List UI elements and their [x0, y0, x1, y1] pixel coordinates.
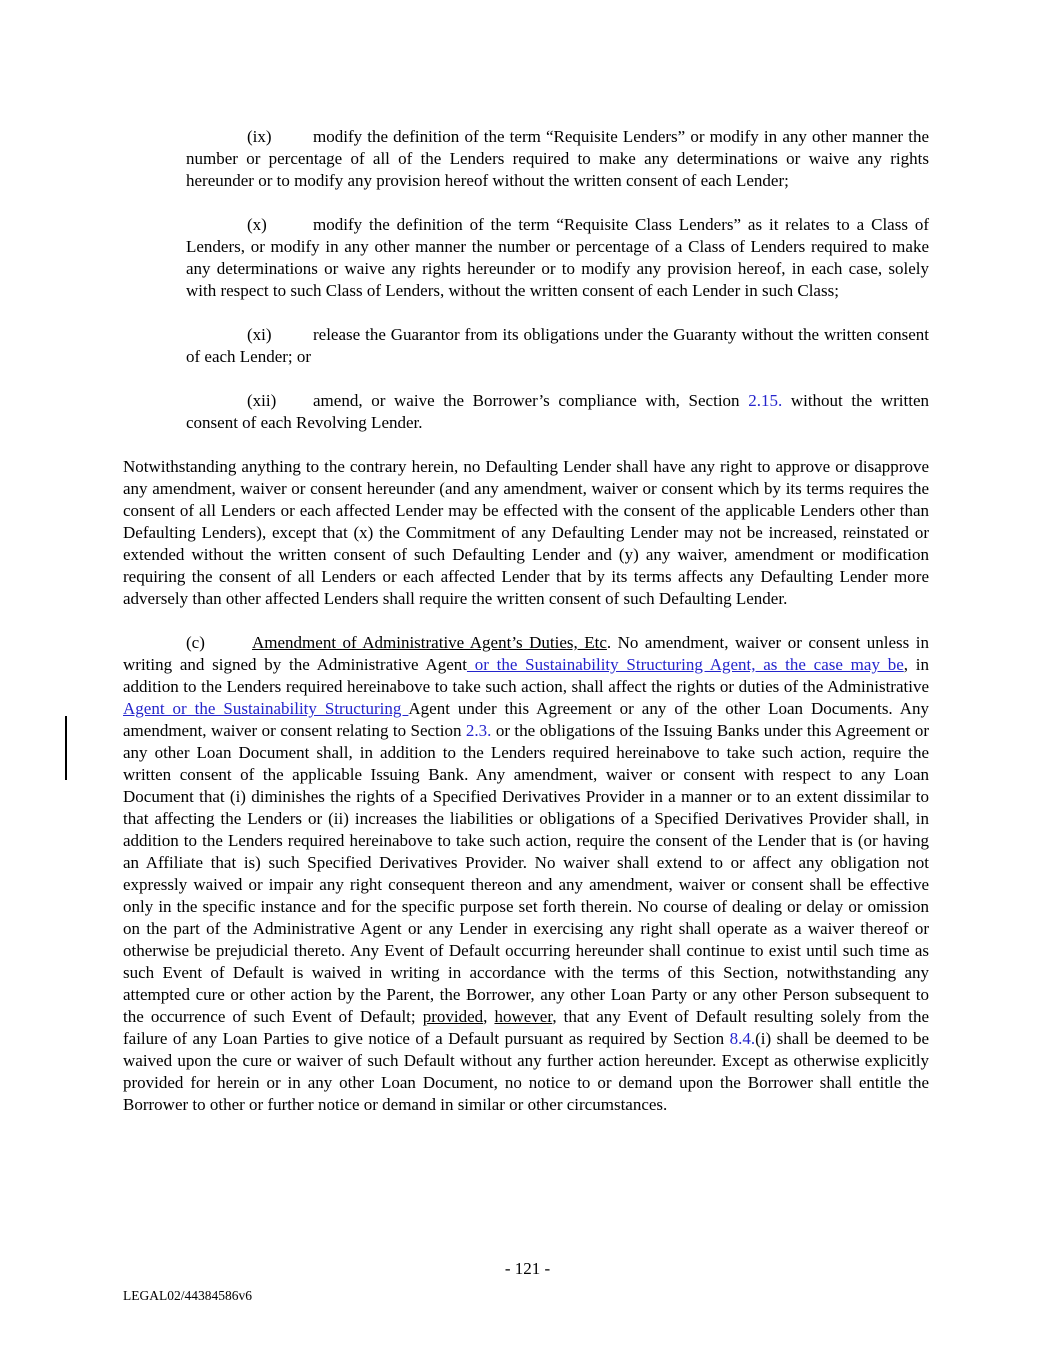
- text-run: modify the definition of the term “Requisite Class Lenders” as it relates to a Class of Lenders, or modify in any other manner the number or percentage of a Class of Lenders required to make any determinations or waive any rights hereunder or to modify any provision hereof, in each case, solely with respect to such Class of Lenders, without the written consent of each Lender in such Class;: [186, 215, 929, 300]
- document-body: [123, 126, 929, 1138]
- clause-x: [186, 214, 929, 302]
- clause-label: (ix): [247, 127, 272, 146]
- text-run: Notwithstanding anything to the contrary herein, no Defaulting Lender shall have any right to approve or disapprove any amendment, waiver or consent hereunder (and any amendment, waiver or consent which by its terms requires the consent of all Lenders or each affected Lender may be effected with the consent of the applicable Lenders other than Defaulting Lenders), except that (x) the Commitment of any Defaulting Lender may not be increased, reinstated or extended without the written consent of such Defaulting Lender and (y) any waiver, amendment or modification requiring the consent of all Lenders or each affected Lender that by its terms affects any Defaulting Lender more adversely than other affected Lenders shall require the written consent of such Defaulting Lender.: [123, 457, 929, 608]
- text-run: , that any Event of Default resulting solely from the failure of any Loan Parties to give notice of a Default pursuant as required by Section: [123, 1007, 929, 1048]
- section-ref-link[interactable]: 2.15.: [748, 391, 783, 410]
- document-id: LEGAL02/44384586v6: [123, 1288, 252, 1303]
- clause-c: [123, 632, 929, 1116]
- text-run: amend, or waive the Borrower’s compliance with, Section: [313, 391, 749, 410]
- underlined-text: provided: [422, 1007, 484, 1026]
- clause-label: (x): [247, 215, 267, 234]
- clause-xi: [186, 324, 929, 368]
- text-run: , in addition to the Lenders required hereinabove to take such action, shall affect the rights or duties of the Administrative: [123, 655, 929, 696]
- clause-label: (xi): [247, 325, 272, 344]
- revision-change-bar: [65, 716, 67, 780]
- clause-label: (c): [186, 633, 205, 652]
- underlined-text: Amendment of Administrative Agent’s Duties, Etc: [252, 633, 607, 652]
- defaulting-lender-paragraph: [123, 456, 929, 610]
- clause-label: (xii): [247, 391, 277, 410]
- inserted-text: Agent or the Sustainability Structuring: [123, 699, 409, 718]
- text-run: (i) shall be deemed to be waived upon the cure or waiver of such Default without any further action hereunder. Except as otherwise explicitly provided for herein or in any other Loan Document, no notice to or demand upon the Borrower shall entitle the Borrower to other or further notice or demand in similar or other circumstances.: [123, 1029, 930, 1114]
- inserted-text: or the Sustainability Structuring Agent, as the case may be: [466, 655, 904, 674]
- text-run: modify the definition of the term “Requisite Lenders” or modify in any other manner the number or percentage of all of the Lenders required to make any determinations or waive any rights hereunder or to modify any provision hereof without the written consent of each Lender;: [186, 127, 929, 190]
- page-number: - 121 -: [504, 1259, 551, 1278]
- text-run: Agent under this Agreement or any of the other Loan Documents. Any amendment, waiver or consent relating to Section: [123, 699, 929, 740]
- text-run: . No amendment, waiver or consent unless in writing and signed by the Administrative Agent: [123, 633, 929, 674]
- text-run: or the obligations of the Issuing Banks under this Agreement or any other Loan Document shall, in addition to the Lenders required hereinabove to take such action, require the written consent of the applicable Issuing Bank. Any amendment, waiver or consent with respect to any Loan Document that (i) diminishes the rights of a Specified Derivatives Provider in a manner or to an extent dissimilar to that affecting the Lenders or (ii) increases the liabilities or obligations of a Specified Derivatives Provider shall, in addition to the Lenders required hereinabove to take such action, require the consent of the Lender that is (or having an Affiliate that is) such Specified Derivatives Provider. No waiver shall extend to or affect any obligation not expressly waived or impair any right consequent thereon and any amendment, waiver or consent shall be effective only in the specific instance and for the specific purpose set forth therein. No course of dealing or delay or omission on the part of the Administrative Agent or any Lender in exercising any right shall operate as a waiver thereof or otherwise be prejudicial thereto. Any Event of Default occurring hereunder shall continue to exist until such time as such Event of Default is waived in writing in accordance with the terms of this Section, notwithstanding any attempted cure or other action by the Parent, the Borrower, any other Loan Party or any other Person subsequent to the occurrence of such Event of Default;: [123, 721, 929, 1026]
- text-run: ,: [483, 1007, 495, 1026]
- underlined-text: however: [494, 1007, 553, 1026]
- text-run: release the Guarantor from its obligations under the Guaranty without the written consent of each Lender; or: [186, 325, 929, 366]
- clause-xii: [186, 390, 929, 434]
- clause-ix: [186, 126, 929, 192]
- section-ref-link[interactable]: 2.3.: [465, 721, 492, 740]
- text-run: without the written consent of each Revolving Lender.: [186, 391, 929, 432]
- section-ref-link[interactable]: 8.4.: [729, 1029, 756, 1048]
